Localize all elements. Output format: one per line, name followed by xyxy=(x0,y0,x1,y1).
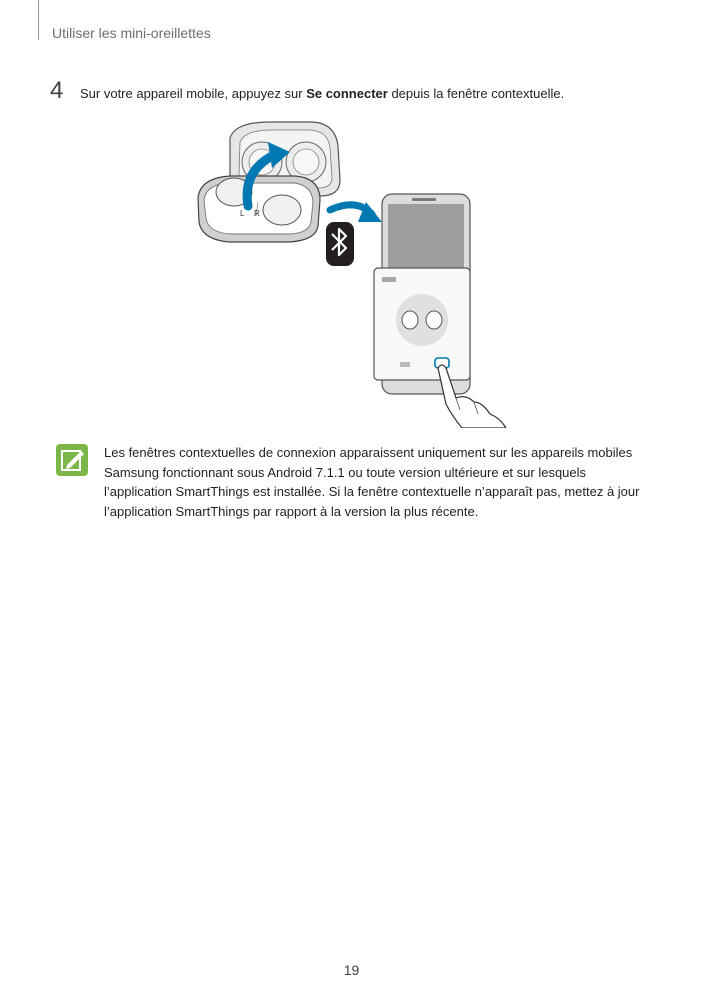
connection-illustration xyxy=(190,118,520,428)
step-text-after: depuis la fenêtre contextuelle. xyxy=(387,86,565,101)
note-line: Les fenêtres contextuelles de connexion apparaissent uniquement sur les appareils mobiles xyxy=(104,445,633,460)
note-line: l’application SmartThings par rapport à la version la plus récente. xyxy=(104,504,479,520)
step-number: 4 xyxy=(50,77,64,104)
note-line: l’application SmartThings est installée. Si la fenêtre contextuelle n’apparaît pas, mettez à jour xyxy=(104,484,640,500)
popup-window xyxy=(374,268,470,380)
page-number: 19 xyxy=(343,962,360,978)
section-title: Utiliser les mini-oreillettes xyxy=(52,25,211,41)
earbuds-case xyxy=(198,122,340,242)
step-text-bold: Se connecter xyxy=(306,86,388,101)
step-text-before: Sur votre appareil mobile, appuyez sur xyxy=(80,86,307,101)
note-text xyxy=(104,443,664,522)
pencil-note-icon xyxy=(55,443,89,477)
step-instruction xyxy=(80,86,564,101)
earbud-left-letter: L xyxy=(240,209,245,218)
margin-rule xyxy=(38,0,39,40)
bluetooth-icon xyxy=(326,222,354,266)
note-line: Samsung fonctionnant sous Android 7.1.1 ou toute version ultérieure et sur lesquels xyxy=(104,464,587,480)
earbud-right-letter: R xyxy=(254,209,260,218)
hand-pointer xyxy=(438,365,506,428)
